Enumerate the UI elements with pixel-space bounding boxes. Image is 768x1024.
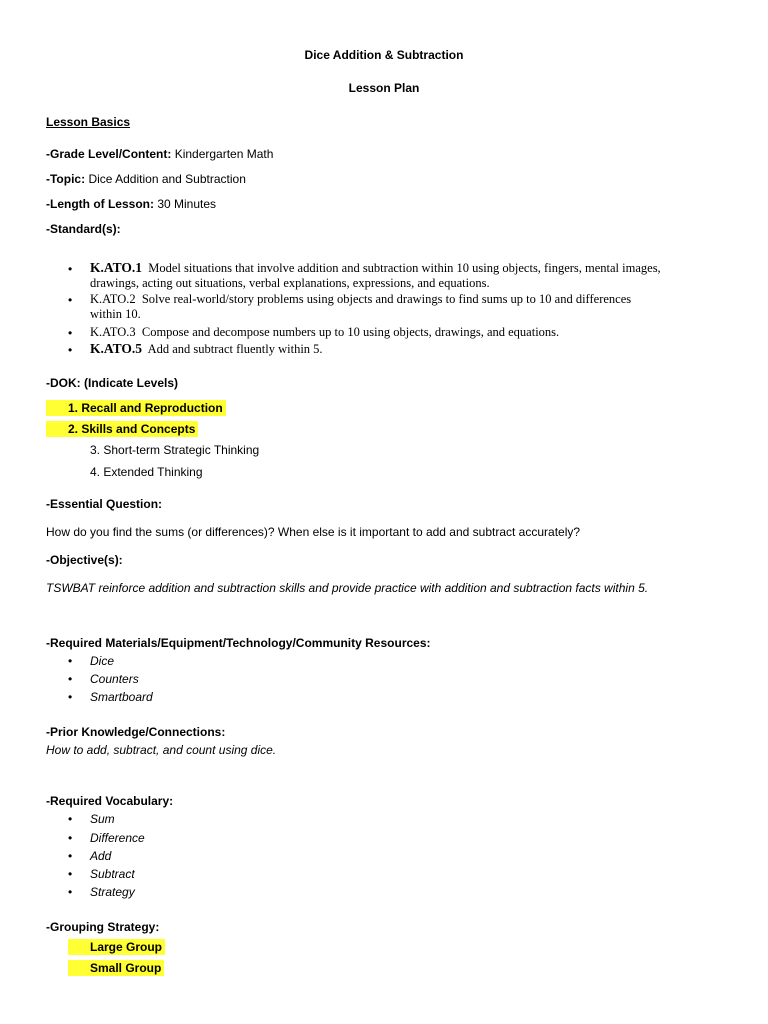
prior-knowledge-text: How to add, subtract, and count using dice. — [46, 743, 277, 757]
prior-knowledge-heading: -Prior Knowledge/Connections: — [46, 725, 226, 739]
document-subtitle: Lesson Plan — [348, 81, 420, 95]
list-item: Add — [90, 849, 112, 863]
grade-level-label: -Grade Level/Content: — [46, 147, 172, 161]
objectives-text: TSWBAT reinforce addition and subtraction skills and provide practice with addition and subtraction facts within 5. — [46, 581, 649, 595]
topic-label: -Topic: — [46, 172, 86, 186]
highlight: Small Group — [68, 960, 164, 976]
essential-question-heading: -Essential Question: — [46, 497, 163, 511]
materials-heading: -Required Materials/Equipment/Technology/Community Resources: — [46, 636, 431, 650]
standard-text: Compose and decompose numbers up to 10 using objects, drawings, and equations. — [141, 325, 560, 339]
bullet: • — [68, 293, 73, 307]
grouping-item-small — [68, 960, 164, 976]
standard-text-cont: drawings, acting out situations, verbal explanations, expressions, and equations. — [90, 276, 490, 290]
list-item: Dice — [90, 654, 115, 668]
dok-level-3: 3. Short-term Strategic Thinking — [90, 443, 260, 457]
bullet: • — [68, 690, 73, 704]
bullet: • — [68, 343, 73, 357]
list-item: Difference — [90, 831, 145, 845]
bullet: • — [68, 885, 73, 899]
highlight: 2. Skills and Concepts — [46, 421, 198, 437]
dok-level-1 — [68, 400, 226, 416]
grade-level-value: Kindergarten Math — [171, 147, 274, 161]
list-item: Counters — [90, 672, 139, 686]
bullet: • — [68, 849, 73, 863]
bullet: • — [68, 812, 73, 826]
bullet: • — [68, 262, 73, 276]
standard-code: K.ATO.5 — [90, 341, 143, 356]
grouping-item-large — [68, 939, 165, 955]
list-item: Strategy — [90, 885, 135, 899]
length-label: -Length of Lesson: — [46, 197, 154, 211]
dok-level-4: 4. Extended Thinking — [90, 465, 203, 479]
bullet: • — [68, 867, 73, 881]
bullet: • — [68, 831, 73, 845]
dok-heading: -DOK: (Indicate Levels) — [46, 376, 179, 390]
standard-code: K.ATO.2 — [90, 292, 136, 306]
list-item: Subtract — [90, 867, 135, 881]
standards-label: -Standard(s): — [46, 222, 121, 236]
standard-item — [90, 292, 631, 307]
vocabulary-heading: -Required Vocabulary: — [46, 794, 174, 808]
bullet: • — [68, 654, 73, 668]
grouping-heading: -Grouping Strategy: — [46, 920, 160, 934]
standard-code: K.ATO.1 — [90, 260, 143, 275]
standard-code: K.ATO.3 — [90, 325, 136, 339]
list-item: Sum — [90, 812, 115, 826]
highlight: 1. Recall and Reproduction — [46, 400, 226, 416]
list-item: Smartboard — [90, 690, 153, 704]
grade-level-line — [46, 147, 273, 161]
topic-line — [46, 172, 246, 186]
essential-question-text: How do you find the sums (or differences)? When else is it important to add and subtract accurately? — [46, 525, 581, 539]
length-value: 30 Minutes — [154, 197, 217, 211]
standard-text: Add and subtract fluently within 5. — [147, 342, 323, 356]
standard-item — [90, 325, 559, 340]
standard-text: Model situations that involve addition and subtraction within 10 using objects, fingers, mental images, — [148, 261, 661, 275]
lesson-basics-heading: Lesson Basics — [46, 115, 131, 129]
document-title: Dice Addition & Subtraction — [304, 48, 464, 62]
bullet: • — [68, 326, 73, 340]
bullet: • — [68, 672, 73, 686]
standard-item — [90, 260, 661, 276]
topic-value: Dice Addition and Subtraction — [85, 172, 246, 186]
standard-text-cont: within 10. — [90, 307, 141, 321]
standard-item — [90, 341, 323, 357]
length-line — [46, 197, 216, 211]
objectives-heading: -Objective(s): — [46, 553, 123, 567]
highlight: Large Group — [68, 939, 165, 955]
dok-level-2 — [68, 421, 198, 437]
standard-text: Solve real-world/story problems using objects and drawings to find sums up to 10 and differences — [141, 292, 632, 306]
